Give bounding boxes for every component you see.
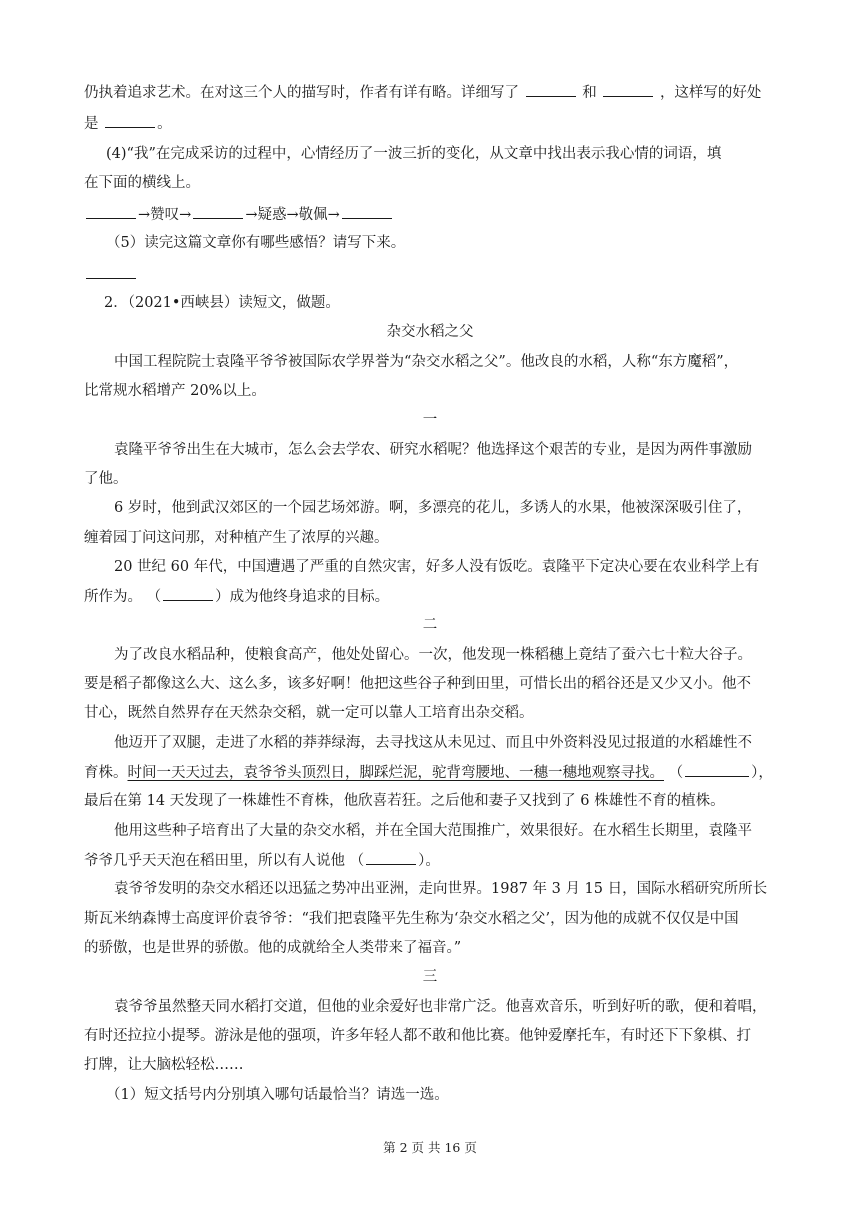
paragraph: 要是稻子都像这么大、这么多，该多好啊！他把这些谷子种到田里，可惜长出的稻谷还是又少又小。他不: [84, 676, 751, 692]
answer-blank[interactable]: [526, 82, 576, 97]
answer-blank[interactable]: [163, 586, 213, 601]
paragraph: 中国工程院院士袁隆平爷爷被国际农学界誉为“杂交水稻之父”。他改良的水稻，人称“东方魔稻”，: [114, 354, 739, 370]
text: 育株。: [84, 765, 128, 781]
paragraph: 袁爷爷虽然整天同水稻打交道，但他的业余爱好也非常广泛。他喜欢音乐，听到好听的歌，便和着唱，: [114, 999, 767, 1015]
answer-blank[interactable]: [366, 850, 416, 865]
section-number: 一: [422, 412, 438, 428]
text: ）成为他终身追求的目标。: [215, 589, 390, 605]
paragraph: 为了改良水稻品种，使粮食高产，他处处留心。一次，他发现一株稻穗上竟结了蚕六七十粒大谷子。: [114, 647, 752, 663]
paragraph: 有时还拉拉小提琴。游泳是他的强项，许多年轻人都不敢和他比赛。他钟爱摩托车，有时还下下象棋、打: [84, 1028, 751, 1044]
answer-blank[interactable]: [86, 204, 136, 219]
page-footer: 第 2 页 共 16 页: [383, 1140, 477, 1155]
text: 仍执着追求艺术。在对这三个人的描写时，作者有详有略。详细写了: [84, 85, 519, 101]
paragraph: 6 岁时，他到武汉郊区的一个园艺场郊游。啊，多漂亮的花儿，多诱人的水果，他被深深吸引住了，: [114, 500, 752, 516]
text: ）。: [418, 853, 440, 869]
paragraph: 最后在第 14 天发现了一株雄性不育株，他欣喜若狂。之后他和妻子又找到了 6 株雄性不育的植株。: [84, 793, 725, 809]
problem-2-heading: 2．（2021•西峡县）读短文，做题。: [104, 295, 340, 311]
paragraph: 打牌，让大脑松轻松……: [84, 1057, 244, 1073]
text: （: [664, 765, 684, 781]
text-line: [84, 82, 784, 103]
text: 爷爷几乎天天泡在稻田里，所以有人说他 （: [84, 853, 365, 869]
paragraph: 20 世纪 60 年代，中国遭遇了严重的自然灾害，好多人没有饭吃。袁隆平下定决心要在农业科学上有: [114, 559, 760, 575]
paragraph: 袁爷爷发明的杂交水稻还以迅猛之势冲出亚洲，走向世界。1987 年 3 月 15 日，国际水稻研究所所长: [114, 881, 768, 897]
answer-blank[interactable]: [342, 204, 392, 219]
text: 。: [157, 116, 172, 132]
paragraph: [84, 586, 784, 607]
paragraph: 袁隆平爷爷出生在大城市，怎么会去学农、研究水稻呢？他选择这个艰苦的专业，是因为两件事激励: [114, 442, 752, 458]
paragraph: 斯瓦米纳森博士高度评价袁爷爷：“我们把袁隆平先生称为‘杂交水稻之父’，因为他的成就不仅仅是中国: [84, 911, 739, 927]
paragraph: 他用这些种子培育出了大量的杂交水稻，并在全国大范围推广，效果很好。在水稻生长期里，袁隆平: [114, 823, 752, 839]
paragraph: 了他。: [84, 471, 128, 487]
paragraph: 他迈开了双腿，走进了水稻的莽莽绿海，去寻找这从未见过、而且中外资料没见过报道的水稻雄性不: [114, 735, 752, 751]
text: →赞叹→: [138, 207, 192, 223]
section-number: 三: [422, 969, 438, 985]
answer-blank[interactable]: [105, 113, 155, 128]
question-1: （1）短文括号内分别填入哪句话最恰当？请选一选。: [106, 1087, 449, 1103]
paragraph: 的骄傲，也是世界的骄傲。他的成就给全人类带来了福音。”: [84, 940, 462, 956]
question-4: (4)“我”在完成采访的过程中，心情经历了一波三折的变化，从文章中找出表示我心情的词语，填: [106, 146, 722, 162]
underlined-text: 时间一天天过去，袁爷爷头顶烈日，脚踩烂泥，驼背弯腰地、一穗一穗地观察寻找。: [127, 765, 664, 781]
paragraph: 缠着园丁问这问那，对种植产生了浓厚的兴趣。: [84, 530, 389, 546]
text-line: 在下面的横线上。: [84, 175, 200, 191]
text: 和: [582, 85, 597, 101]
answer-chain: [84, 204, 784, 225]
text: ，这样写的好处: [659, 85, 762, 101]
text-line: [84, 264, 784, 285]
section-number: 二: [422, 617, 438, 633]
text: 是: [84, 116, 99, 132]
paragraph: 比常规水稻增产 20%以上。: [84, 383, 266, 399]
text: ），: [751, 765, 773, 781]
question-5: （5）读完这篇文章你有哪些感悟？请写下来。: [106, 235, 406, 251]
paragraph: [84, 762, 784, 783]
answer-blank[interactable]: [685, 762, 749, 777]
text: →疑惑→敬佩→: [245, 207, 340, 223]
text-line: [84, 113, 784, 134]
text: 所作为。 （: [84, 589, 162, 605]
answer-blank[interactable]: [86, 264, 136, 279]
answer-blank[interactable]: [193, 204, 243, 219]
paragraph: 甘心，既然自然界存在天然杂交稻，就一定可以靠人工培育出杂交稻。: [84, 705, 534, 721]
article-title: 杂交水稻之父: [386, 324, 474, 340]
answer-blank[interactable]: [603, 82, 653, 97]
paragraph: [84, 850, 784, 871]
